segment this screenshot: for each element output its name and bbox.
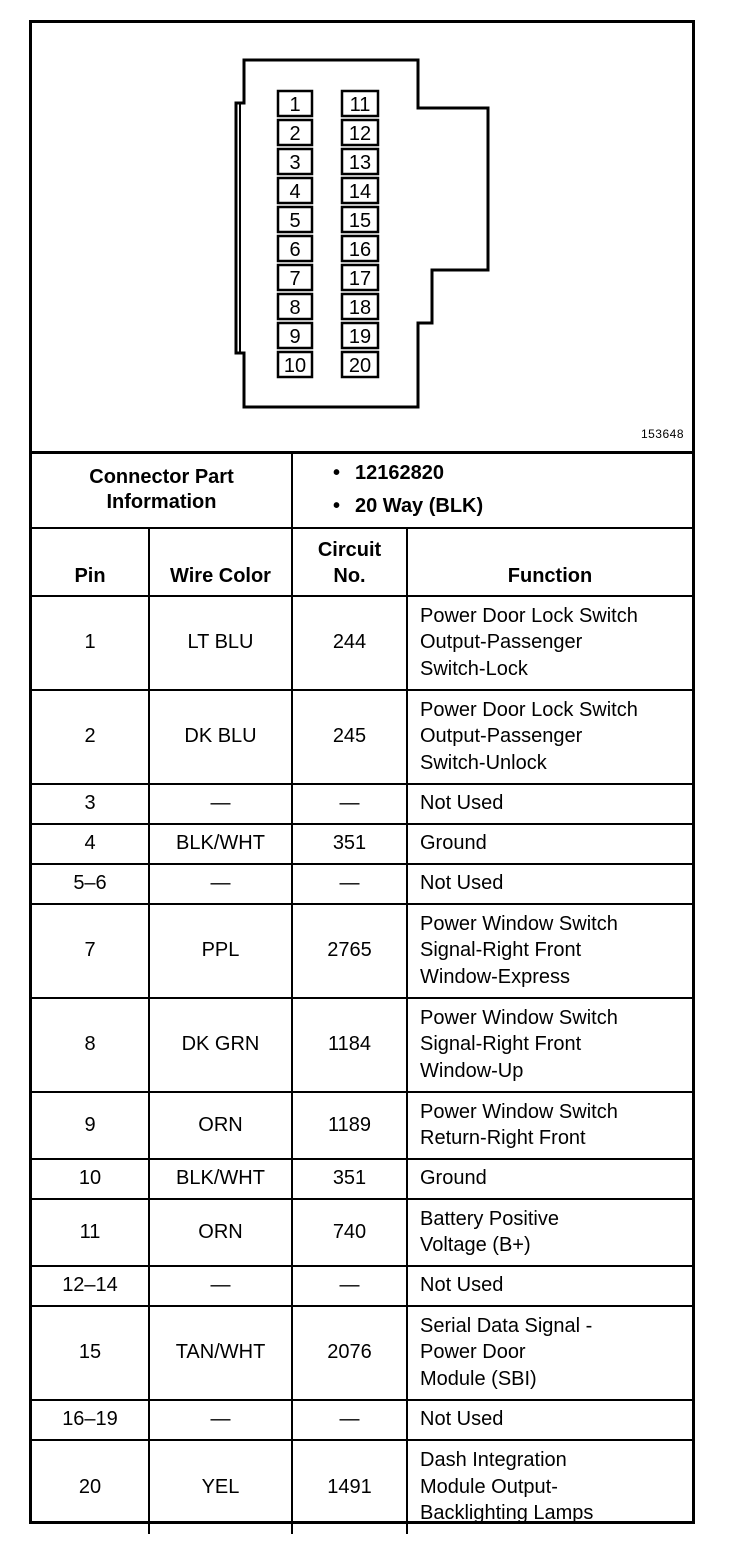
part-number-item xyxy=(333,457,692,490)
function-line: Voltage (B+) xyxy=(420,1234,531,1256)
circuit-cell: — xyxy=(292,864,407,904)
table-row xyxy=(32,1400,692,1440)
function-cell xyxy=(407,1159,692,1199)
pin-cell: 15 xyxy=(32,1306,149,1400)
connector-face-drawing xyxy=(32,23,692,451)
function-line: Power Door Lock Switch xyxy=(420,698,638,721)
wire-color-cell: ORN xyxy=(149,1199,292,1266)
circuit-cell: 1189 xyxy=(292,1092,407,1159)
circuit-cell: 740 xyxy=(292,1199,407,1266)
function-cell xyxy=(407,596,692,690)
function-line: Serial Data Signal - xyxy=(420,1314,593,1337)
pin-number-16: 16 xyxy=(348,239,372,261)
pin-cell: 1 xyxy=(32,596,149,690)
function-line: Module Output- xyxy=(420,1475,558,1498)
pin-cell: 3 xyxy=(32,784,149,824)
table-row xyxy=(32,1092,692,1159)
pin-cell: 9 xyxy=(32,1092,149,1159)
pinout-rows xyxy=(32,596,692,1534)
table-row xyxy=(32,690,692,784)
function-cell xyxy=(407,998,692,1092)
table-row xyxy=(32,1440,692,1534)
circuit-cell: 2765 xyxy=(292,904,407,998)
connector-info-row xyxy=(32,453,692,528)
function-line: Ground xyxy=(420,832,487,855)
pin-number-13: 13 xyxy=(348,152,372,174)
connector-description-item xyxy=(333,490,692,523)
circuit-cell: — xyxy=(292,1266,407,1306)
function-line: Window-Up xyxy=(420,1059,524,1082)
pin-number-5: 5 xyxy=(289,210,301,232)
pin-number-17: 17 xyxy=(348,268,372,290)
function-cell xyxy=(407,864,692,904)
circuit-cell: 244 xyxy=(292,596,407,690)
function-line: Backlighting Lamps xyxy=(420,1502,594,1525)
pin-cell: 20 xyxy=(32,1440,149,1534)
figure-number: 153648 xyxy=(640,427,684,441)
connector-description: 20 Way (BLK) xyxy=(355,495,484,518)
pin-cell: 10 xyxy=(32,1159,149,1199)
circuit-cell: — xyxy=(292,784,407,824)
circuit-cell: 2076 xyxy=(292,1306,407,1400)
header-circuit-no xyxy=(292,528,407,596)
function-cell xyxy=(407,1306,692,1400)
table-row xyxy=(32,1199,692,1266)
wire-color-cell: BLK/WHT xyxy=(149,1159,292,1199)
function-cell xyxy=(407,1266,692,1306)
pin-number-20: 20 xyxy=(348,355,372,377)
table-row xyxy=(32,596,692,690)
function-line: Not Used xyxy=(420,1408,504,1431)
pin-number-9: 9 xyxy=(289,326,301,348)
table-row xyxy=(32,1306,692,1400)
wire-color-cell: YEL xyxy=(149,1440,292,1534)
pin-cell: 4 xyxy=(32,824,149,864)
function-line: Signal-Right Front xyxy=(420,1033,582,1056)
connector-info-label-line2: Information xyxy=(106,491,217,514)
function-line: Switch-Lock xyxy=(420,657,528,680)
connector-info-label-line1: Connector Part xyxy=(89,466,234,489)
function-line: Power Window Switch xyxy=(420,912,618,935)
header-wire-color: Wire Color xyxy=(149,528,292,596)
pin-number-3: 3 xyxy=(289,152,301,174)
wire-color-cell: ORN xyxy=(149,1092,292,1159)
wire-color-cell: DK GRN xyxy=(149,998,292,1092)
pin-number-11: 11 xyxy=(349,94,371,116)
circuit-cell: 351 xyxy=(292,1159,407,1199)
pin-cell: 5–6 xyxy=(32,864,149,904)
table-row xyxy=(32,904,692,998)
pin-number-12: 12 xyxy=(348,123,372,145)
connector-info-values xyxy=(292,453,692,528)
function-line: Not Used xyxy=(420,872,504,895)
function-line: Power Door xyxy=(420,1341,526,1364)
bullet: • xyxy=(333,462,341,485)
pin-number-6: 6 xyxy=(289,239,301,261)
function-cell xyxy=(407,1092,692,1159)
function-line: Ground xyxy=(420,1167,487,1190)
table-row xyxy=(32,1266,692,1306)
circuit-cell: 351 xyxy=(292,824,407,864)
function-line: Switch-Unlock xyxy=(420,751,547,774)
function-line: Signal-Right Front xyxy=(420,939,582,962)
table-row xyxy=(32,864,692,904)
table-row xyxy=(32,1159,692,1199)
table-row xyxy=(32,998,692,1092)
pin-cell: 8 xyxy=(32,998,149,1092)
wire-color-cell: — xyxy=(149,864,292,904)
function-line: Module (SBI) xyxy=(420,1367,537,1390)
function-cell xyxy=(407,690,692,784)
table-row xyxy=(32,784,692,824)
circuit-cell: 245 xyxy=(292,690,407,784)
function-line: Return-Right Front xyxy=(420,1127,586,1149)
pin-number-8: 8 xyxy=(289,297,301,319)
function-line: Power Door Lock Switch xyxy=(420,604,638,627)
part-number: 12162820 xyxy=(355,462,444,485)
function-cell xyxy=(407,904,692,998)
pin-number-2: 2 xyxy=(289,123,301,145)
function-line: Power Window Switch xyxy=(420,1006,618,1029)
pin-number-4: 4 xyxy=(289,181,301,203)
pinout-table xyxy=(32,451,692,1534)
function-line: Battery Positive xyxy=(420,1207,559,1230)
function-cell xyxy=(407,784,692,824)
header-circuit-line2: No. xyxy=(333,564,366,587)
pin-number-7: 7 xyxy=(289,268,301,290)
pin-number-10: 10 xyxy=(283,355,307,377)
pin-number-14: 14 xyxy=(348,181,372,203)
pin-number-15: 15 xyxy=(348,210,372,232)
connector-info-label xyxy=(32,453,292,528)
circuit-cell: — xyxy=(292,1400,407,1440)
wire-color-cell: TAN/WHT xyxy=(149,1306,292,1400)
function-line: Window-Express xyxy=(420,965,571,988)
table-header-row xyxy=(32,528,692,596)
wire-color-cell: DK BLU xyxy=(149,690,292,784)
circuit-cell: 1184 xyxy=(292,998,407,1092)
function-line: Not Used xyxy=(420,792,504,815)
header-function: Function xyxy=(407,528,692,596)
pin-column-right xyxy=(342,91,378,377)
wire-color-cell: BLK/WHT xyxy=(149,824,292,864)
circuit-cell: 1491 xyxy=(292,1440,407,1534)
wire-color-cell: LT BLU xyxy=(149,596,292,690)
function-cell xyxy=(407,1400,692,1440)
function-cell xyxy=(407,1440,692,1534)
pin-cell: 7 xyxy=(32,904,149,998)
wire-color-cell: PPL xyxy=(149,904,292,998)
pin-cell: 11 xyxy=(32,1199,149,1266)
connector-sheet xyxy=(29,20,695,1524)
header-circuit-line1: Circuit xyxy=(317,538,382,561)
table-row xyxy=(32,824,692,864)
bullet: • xyxy=(333,495,341,518)
pin-cell: 2 xyxy=(32,690,149,784)
header-pin: Pin xyxy=(32,528,149,596)
pin-number-18: 18 xyxy=(348,297,372,319)
wire-color-cell: — xyxy=(149,1266,292,1306)
wire-color-cell: — xyxy=(149,784,292,824)
function-line: Dash Integration xyxy=(420,1449,567,1472)
connector-diagram xyxy=(32,23,692,451)
function-line: Output-Passenger xyxy=(420,725,583,748)
pin-cell: 12–14 xyxy=(32,1266,149,1306)
pin-cell: 16–19 xyxy=(32,1400,149,1440)
function-line: Output-Passenger xyxy=(420,631,583,654)
function-line: Not Used xyxy=(420,1274,504,1297)
pin-number-1: 1 xyxy=(289,94,301,116)
function-cell xyxy=(407,1199,692,1266)
pin-number-19: 19 xyxy=(348,326,372,348)
function-cell xyxy=(407,824,692,864)
pin-column-left xyxy=(278,91,312,377)
wire-color-cell: — xyxy=(149,1400,292,1440)
function-line: Power Window Switch xyxy=(420,1100,618,1123)
